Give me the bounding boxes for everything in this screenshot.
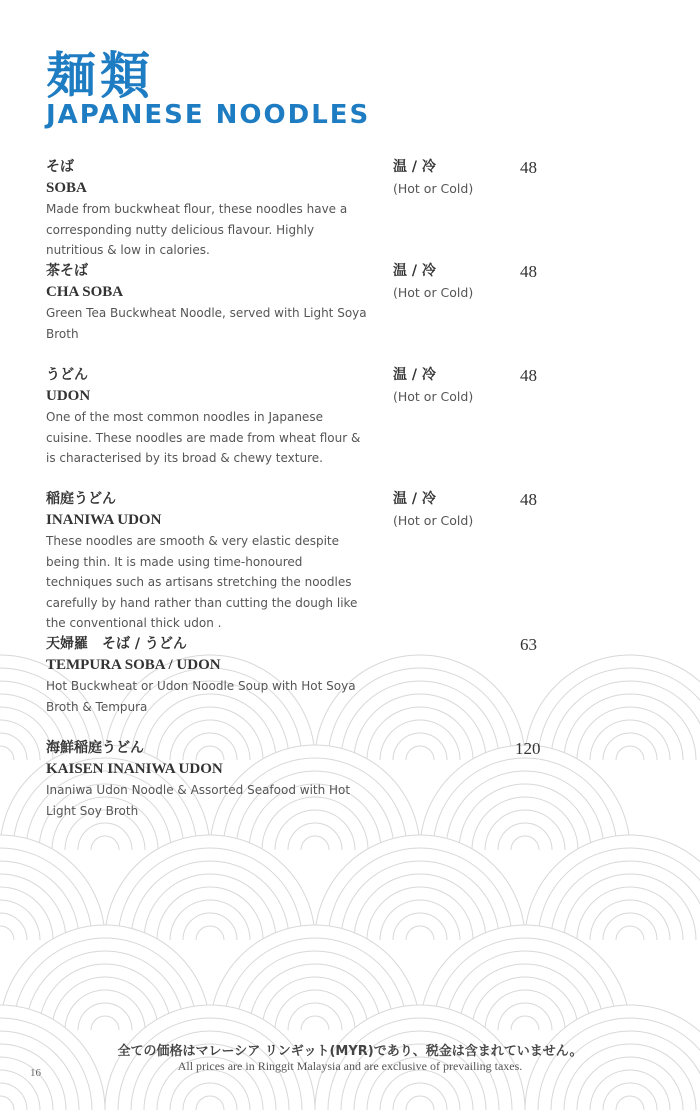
item-name-en: KAISEN INANIWA UDON (46, 761, 223, 777)
item-price: 48 (520, 490, 537, 509)
item-name-en: INANIWA UDON (46, 512, 162, 528)
item-name-jp: 稲庭うどん (46, 491, 116, 507)
tax-note-en: All prices are in Ringgit Malaysia and are exclusive of prevailing taxes. (177, 1059, 523, 1073)
item-name-en: TEMPURA SOBA / UDON (46, 657, 221, 673)
item-name-jp: 海鮮稲庭うどん (46, 740, 144, 756)
tax-note-jp: 全ての価格はマレーシア リンギット(MYR)であり、税金は含まれていません。 (117, 1044, 583, 1059)
section-title-jp: 麺類 (46, 46, 154, 105)
item-temp-jp: 温 / 冷 (393, 159, 436, 175)
menu-item (46, 261, 656, 344)
menu-item (46, 489, 656, 634)
item-price: 48 (520, 366, 537, 385)
item-name-en: CHA SOBA (46, 284, 124, 300)
item-name-jp: うどん (46, 367, 88, 383)
item-temp-en: (Hot or Cold) (393, 513, 474, 528)
page-number: 16 (30, 1067, 41, 1079)
item-temp-jp: 温 / 冷 (393, 263, 436, 279)
section-title-en: JAPANESE NOODLES (46, 100, 371, 130)
item-name-jp: そば (46, 159, 74, 175)
menu-item (46, 157, 656, 261)
menu-item (46, 738, 656, 821)
item-description: Hot Buckwheat or Udon Noodle Soup with Hot Soya Broth & Tempura (46, 679, 356, 714)
wave-arc (525, 835, 700, 940)
item-temp-en: (Hot or Cold) (393, 389, 474, 404)
menu-item (46, 365, 656, 469)
item-temp-jp: 温 / 冷 (393, 367, 436, 383)
item-price: 48 (520, 158, 537, 177)
item-description: Green Tea Buckwheat Noodle, served with Light Soya Broth (46, 306, 367, 341)
menu-item (46, 634, 656, 717)
item-name-en: SOBA (46, 180, 87, 196)
item-description: One of the most common noodles in Japanese cuisine. These noodles are made from wheat flour & is characterised by its broad & chewy texture. (46, 410, 361, 465)
item-name-jp: 天婦羅 そば / うどん (46, 636, 187, 652)
item-price: 48 (520, 262, 537, 281)
item-price: 63 (520, 635, 537, 654)
item-price: 120 (515, 739, 541, 758)
item-name-jp: 茶そば (46, 263, 88, 279)
wave-arc (0, 835, 105, 940)
item-temp-jp: 温 / 冷 (393, 491, 436, 507)
item-temp-en: (Hot or Cold) (393, 181, 474, 196)
item-description: Inaniwa Udon Noodle & Assorted Seafood with Hot Light Soy Broth (46, 783, 351, 818)
item-name-en: UDON (46, 388, 91, 404)
item-description: Made from buckwheat flour, these noodles have a corresponding nutty delicious flavour. Highly nutritious & low in calories. (46, 202, 348, 257)
item-description: These noodles are smooth & very elastic despite being thin. It is made using time-honoured techniques such as artisans stretching the noodles carefully by hand rather than cutting the dough like the conventional thick udon . (46, 534, 358, 630)
item-temp-en: (Hot or Cold) (393, 285, 474, 300)
